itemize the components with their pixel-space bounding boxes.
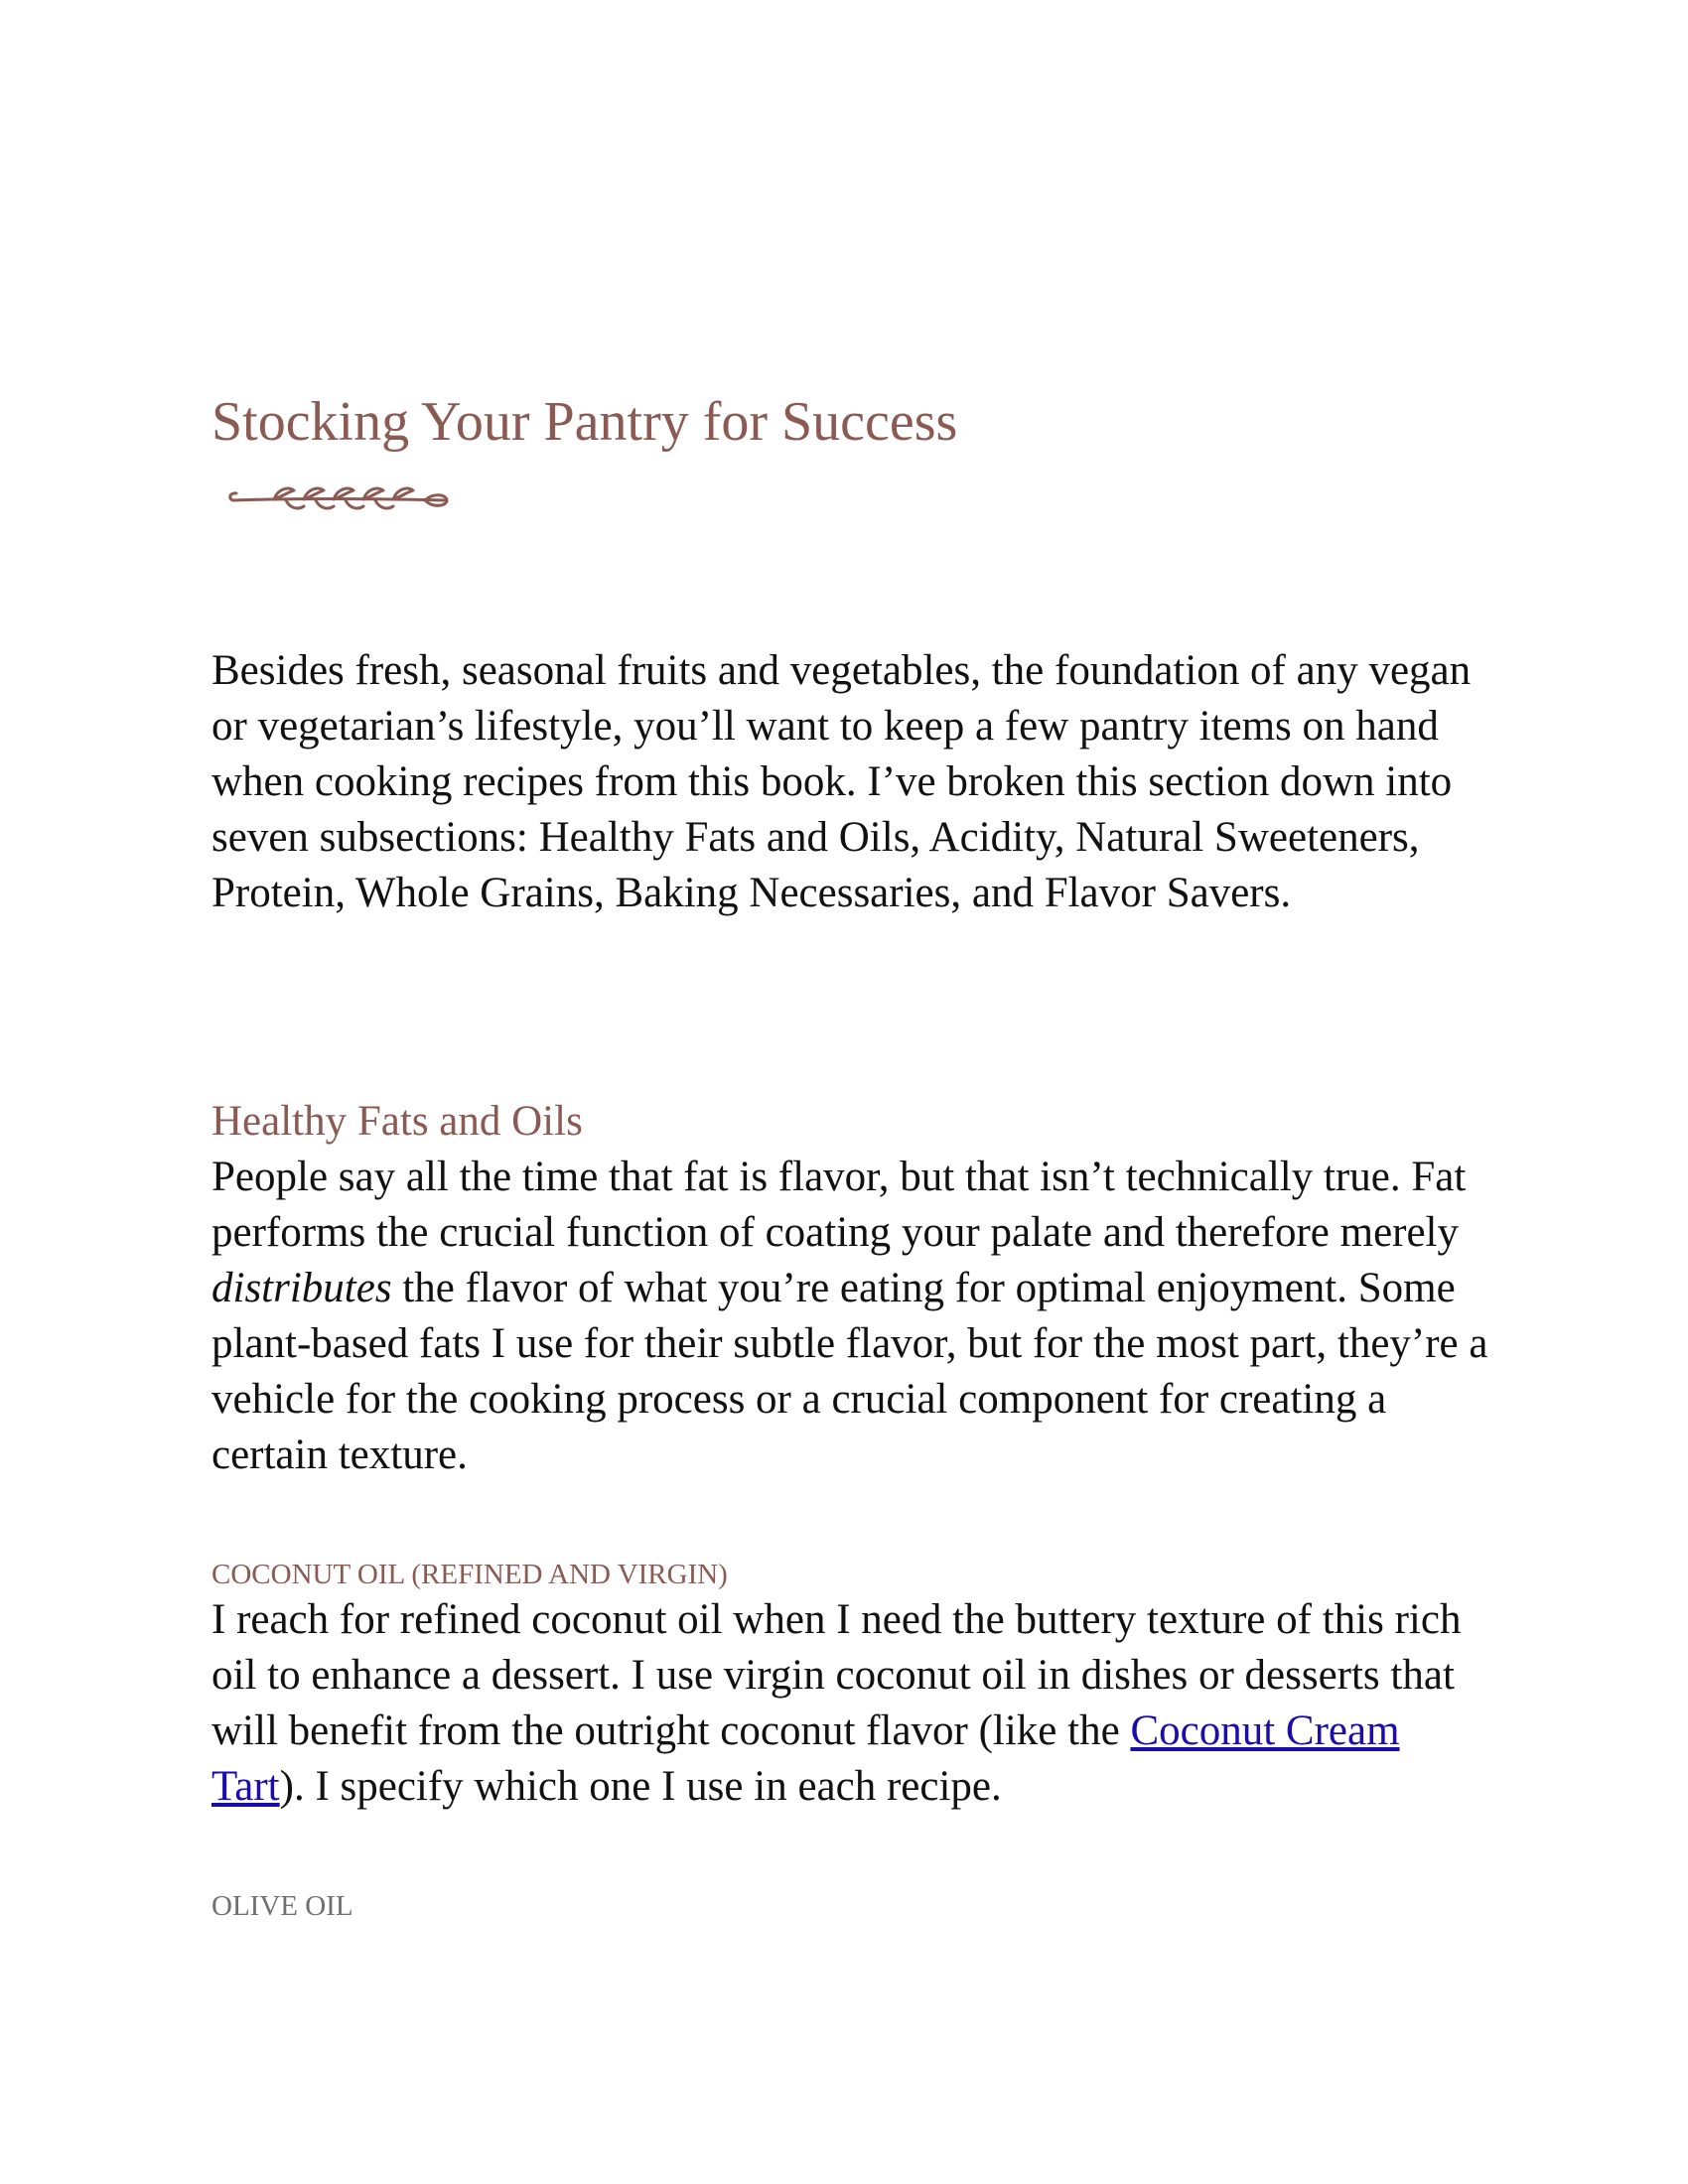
section-heading-healthy-fats: Healthy Fats and Oils — [211, 1098, 583, 1145]
emphasis-distributes: distributes — [211, 1265, 392, 1311]
fats-text-part1: People say all the time that fat is flavor, but that isn’t technically true. Fat performs the crucial function of coating your palate and therefore merely — [211, 1154, 1467, 1256]
fats-paragraph — [211, 1150, 1492, 1483]
vine-divider-icon — [226, 478, 455, 514]
coconut-text-part1: I reach for refined coconut oil when I need the buttery texture of this rich oil to enhance a dessert. I use virgin coconut oil in dishes or desserts that will benefit from the outright coconut flavor (like the — [211, 1596, 1462, 1754]
coconut-cream-tart-link[interactable]: Coconut Cream Tart — [211, 1707, 1400, 1810]
intro-paragraph: Besides fresh, seasonal fruits and vegetables, the foundation of any vegan or vegetarian’s lifestyle, you’ll want to keep a few pantry items on hand when cooking recipes from this book. I’ve broken this section down into seven subsections: Healthy Fats and Oils, Acidity, Natural Sweeteners, Protein, Whole Grains, Baking Necessaries, and Flavor Savers. — [211, 647, 1472, 916]
fats-text-part2: the flavor of what you’re eating for optimal enjoyment. Some plant-based fats I use for their subtle flavor, but for the most part, they’re a vehicle for the cooking process or a crucial component for creating a certain texture. — [211, 1265, 1488, 1478]
page-title: Stocking Your Pantry for Success — [211, 391, 958, 453]
coconut-paragraph — [211, 1592, 1492, 1815]
subheading-coconut-oil: COCONUT OIL (REFINED AND VIRGIN) — [211, 1559, 728, 1590]
subheading-olive-oil: OLIVE OIL — [211, 1890, 353, 1922]
coconut-text-part2: ). I specify which one I use in each recipe. — [279, 1763, 1002, 1810]
